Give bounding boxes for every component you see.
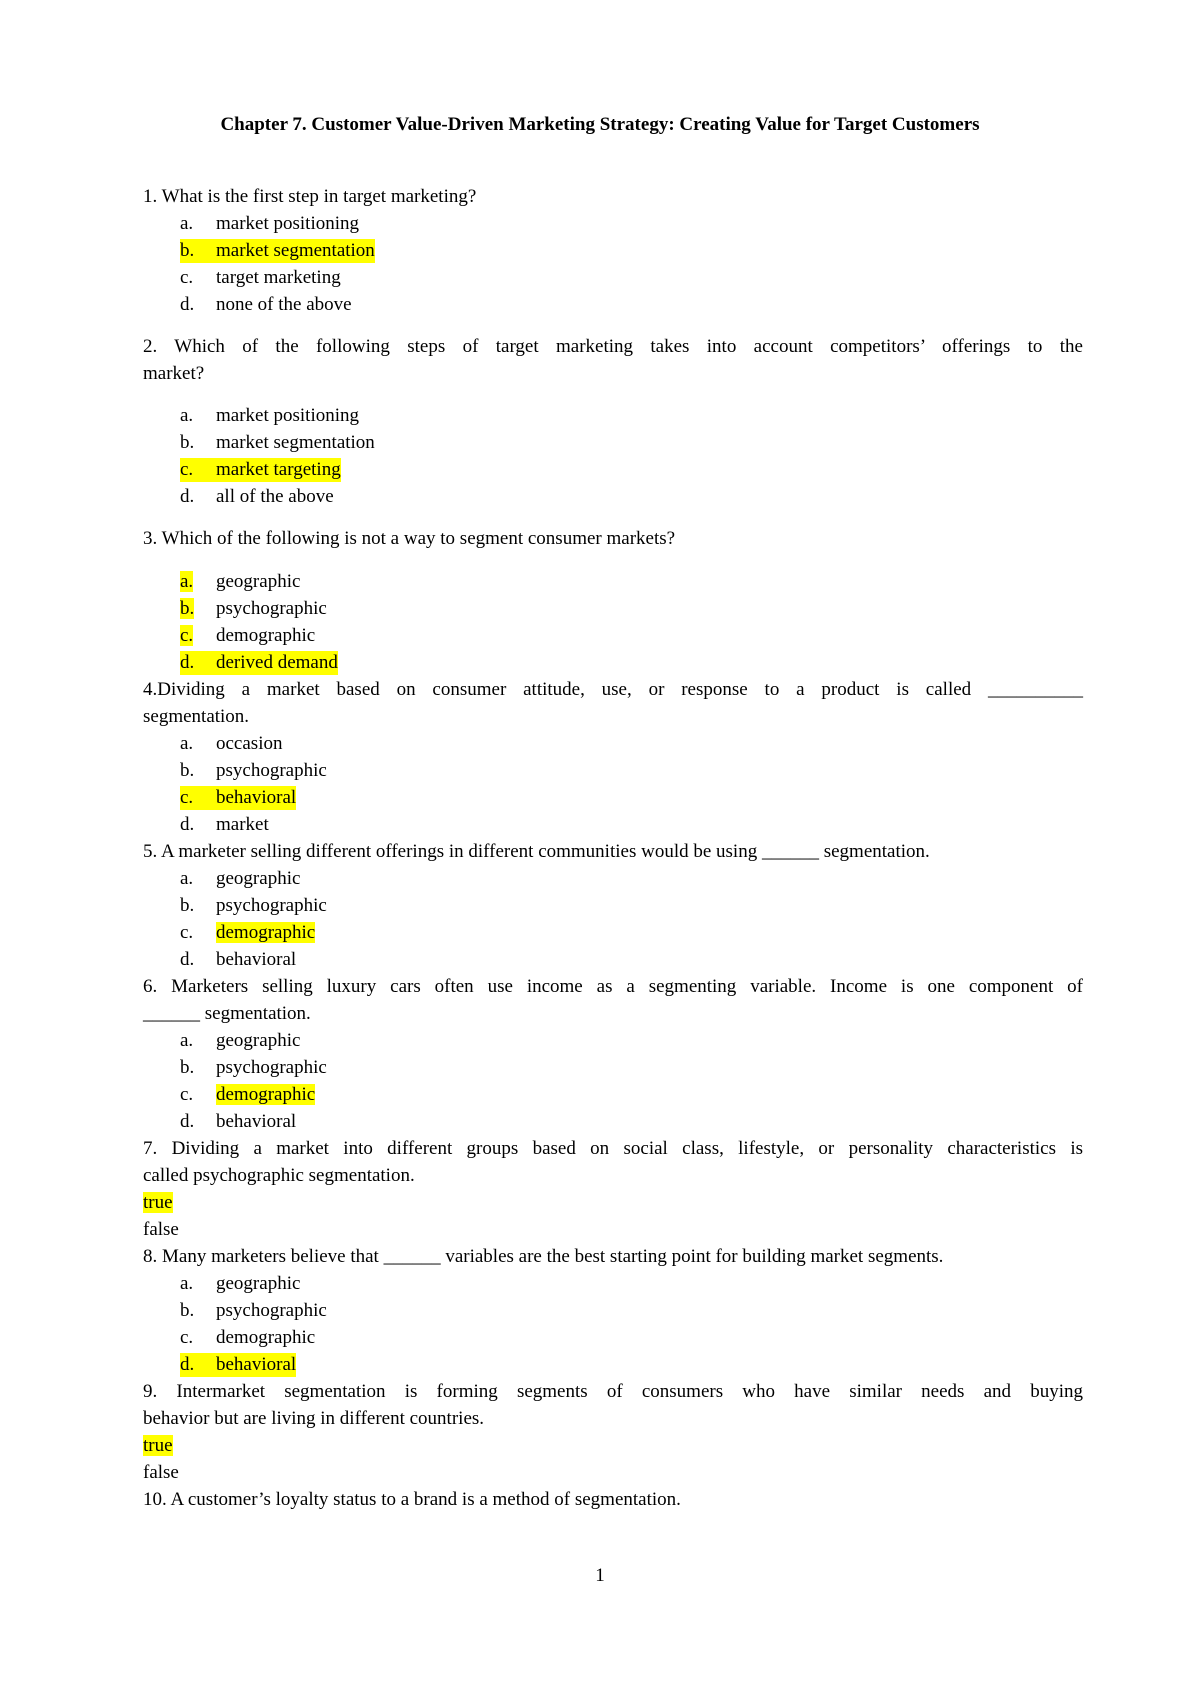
question-6-line-1: 6. Marketers selling luxury cars often use income as a segmenting variable. Income is one component of [143, 976, 1083, 997]
q9-answer-false: false [143, 1462, 179, 1483]
q6-option-b: b. psychographic [180, 1057, 327, 1078]
question-1: 1. What is the first step in target marketing? [143, 186, 477, 207]
q5-option-c: c. demographic [180, 922, 316, 943]
q2-option-a: a. market positioning [180, 405, 360, 426]
q2-option-c: c. market targeting [180, 459, 341, 480]
q5-option-d: d. behavioral [180, 949, 297, 970]
page-title: Chapter 7. Customer Value-Driven Marketing Strategy: Creating Value for Target Customers [220, 114, 980, 135]
question-8: 8. Many marketers believe that ______ variables are the best starting point for building market segments. [143, 1246, 944, 1267]
question-4-line-2: segmentation. [143, 706, 250, 727]
q4-option-a: a. occasion [180, 733, 283, 754]
q1-option-b: b. market segmentation [180, 240, 375, 261]
q6-option-d: d. behavioral [180, 1111, 297, 1132]
q3-option-d: d. derived demand [180, 652, 338, 673]
question-9-line-1: 9. Intermarket segmentation is forming segments of consumers who have similar needs and buying [143, 1381, 1083, 1402]
q8-option-b: b. psychographic [180, 1300, 327, 1321]
q5-option-a: a. geographic [180, 868, 301, 889]
q4-option-c: c. behavioral [180, 787, 297, 808]
q5-option-b: b. psychographic [180, 895, 327, 916]
q1-option-d: d. none of the above [180, 294, 352, 315]
q4-option-b: b. psychographic [180, 760, 327, 781]
q8-option-a: a. geographic [180, 1273, 301, 1294]
q8-option-c: c. demographic [180, 1327, 316, 1348]
page-number: 1 [595, 1565, 605, 1586]
q2-option-b: b. market segmentation [180, 432, 375, 453]
q1-option-a: a. market positioning [180, 213, 360, 234]
q3-option-c: c. demographic [180, 625, 316, 646]
question-7-line-2: called psychographic segmentation. [143, 1165, 415, 1186]
q9-answer-true: true [143, 1435, 173, 1456]
question-3: 3. Which of the following is not a way to segment consumer markets? [143, 528, 676, 549]
q6-option-c: c. demographic [180, 1084, 316, 1105]
q3-option-a: a. geographic [180, 571, 301, 592]
question-5: 5. A marketer selling different offerings in different communities would be using ______ segmentation. [143, 841, 930, 862]
q8-option-d: d. behavioral [180, 1354, 297, 1375]
question-10: 10. A customer’s loyalty status to a brand is a method of segmentation. [143, 1489, 681, 1510]
q1-option-c: c. target marketing [180, 267, 341, 288]
question-6-line-2: ______ segmentation. [143, 1003, 311, 1024]
q3-option-b: b. psychographic [180, 598, 327, 619]
question-4-line-1: 4.Dividing a market based on consumer attitude, use, or response to a product is called __________ [143, 679, 1083, 700]
q2-option-d: d. all of the above [180, 486, 334, 507]
q6-option-a: a. geographic [180, 1030, 301, 1051]
q7-answer-false: false [143, 1219, 179, 1240]
q7-answer-true: true [143, 1192, 173, 1213]
question-2-line-2: market? [143, 363, 205, 384]
question-2-line-1: 2. Which of the following steps of target marketing takes into account competitors’ offerings to the [143, 336, 1083, 357]
question-7-line-1: 7. Dividing a market into different groups based on social class, lifestyle, or personality characteristics is [143, 1138, 1083, 1159]
q4-option-d: d. market [180, 814, 269, 835]
question-9-line-2: behavior but are living in different countries. [143, 1408, 485, 1429]
